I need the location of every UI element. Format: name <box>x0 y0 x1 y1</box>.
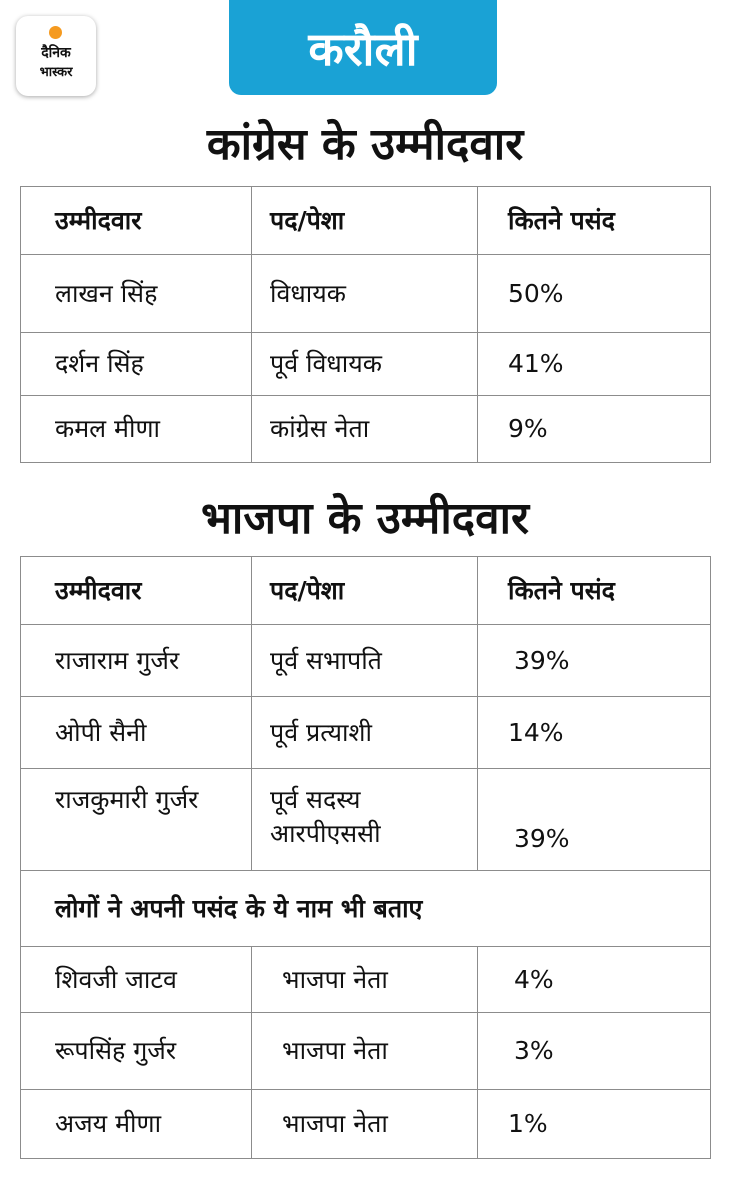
candidate-percent: 4% <box>478 947 711 1013</box>
candidate-name: कमल मीणा <box>21 396 252 463</box>
table-row <box>21 1090 711 1159</box>
column-header-candidate: उम्मीदवार <box>21 187 252 255</box>
candidate-percent: 14% <box>478 697 711 769</box>
candidate-role: भाजपा नेता <box>252 1013 478 1090</box>
candidate-percent: 50% <box>478 255 711 333</box>
congress-heading: कांग्रेस के उम्मीदवार <box>206 119 524 170</box>
table-row <box>21 697 711 769</box>
candidate-name: ओपी सैनी <box>21 697 252 769</box>
candidate-role-line-2: आरपीएससी <box>270 818 381 848</box>
table-row <box>21 769 711 871</box>
candidate-percent: 3% <box>478 1013 711 1090</box>
table-header-row <box>21 187 711 255</box>
candidate-name: अजय मीणा <box>21 1090 252 1159</box>
candidate-role: विधायक <box>252 255 478 333</box>
sun-icon <box>49 26 62 39</box>
column-header-role: पद/पेशा <box>252 187 478 255</box>
candidate-role: पूर्व सभापति <box>252 625 478 697</box>
note-row <box>21 871 711 947</box>
candidate-name: राजकुमारी गुर्जर <box>21 769 252 871</box>
candidate-name: लाखन सिंह <box>21 255 252 333</box>
table-row <box>21 255 711 333</box>
table-row <box>21 947 711 1013</box>
table-row <box>21 625 711 697</box>
candidate-role-line-1: पूर्व सदस्य <box>270 785 361 814</box>
candidate-percent: 39% <box>478 625 711 697</box>
candidate-role: पूर्व प्रत्याशी <box>252 697 478 769</box>
table-row <box>21 396 711 463</box>
candidate-name: दर्शन सिंह <box>21 333 252 396</box>
extra-names-note: लोगों ने अपनी पसंद के ये नाम भी बताए <box>21 871 711 947</box>
candidate-percent: 1% <box>478 1090 711 1159</box>
candidate-percent: 9% <box>478 396 711 463</box>
column-header-role: पद/पेशा <box>252 557 478 625</box>
candidate-name: शिवजी जाटव <box>21 947 252 1013</box>
column-header-candidate: उम्मीदवार <box>21 557 252 625</box>
table-header-row <box>21 557 711 625</box>
column-header-preference: कितने पसंद <box>478 187 711 255</box>
table-row <box>21 333 711 396</box>
table-row <box>21 1013 711 1090</box>
candidate-role: कांग्रेस नेता <box>252 396 478 463</box>
congress-candidates-table <box>20 186 711 463</box>
bjp-heading: भाजपा के उम्मीदवार <box>201 493 529 544</box>
candidate-name: रूपसिंह गुर्जर <box>21 1013 252 1090</box>
logo-line-1: दैनिक <box>41 45 71 61</box>
logo-line-2: भास्कर <box>39 65 73 80</box>
candidate-percent: 39% <box>478 769 711 871</box>
candidate-role: भाजपा नेता <box>252 1090 478 1159</box>
candidate-name: राजाराम गुर्जर <box>21 625 252 697</box>
dainik-bhaskar-logo <box>16 16 96 96</box>
candidate-role <box>252 769 478 871</box>
candidate-role: पूर्व विधायक <box>252 333 478 396</box>
column-header-preference: कितने पसंद <box>478 557 711 625</box>
district-banner: करौली <box>229 0 497 95</box>
candidate-role: भाजपा नेता <box>252 947 478 1013</box>
candidate-percent: 41% <box>478 333 711 396</box>
bjp-candidates-table <box>20 556 711 1159</box>
